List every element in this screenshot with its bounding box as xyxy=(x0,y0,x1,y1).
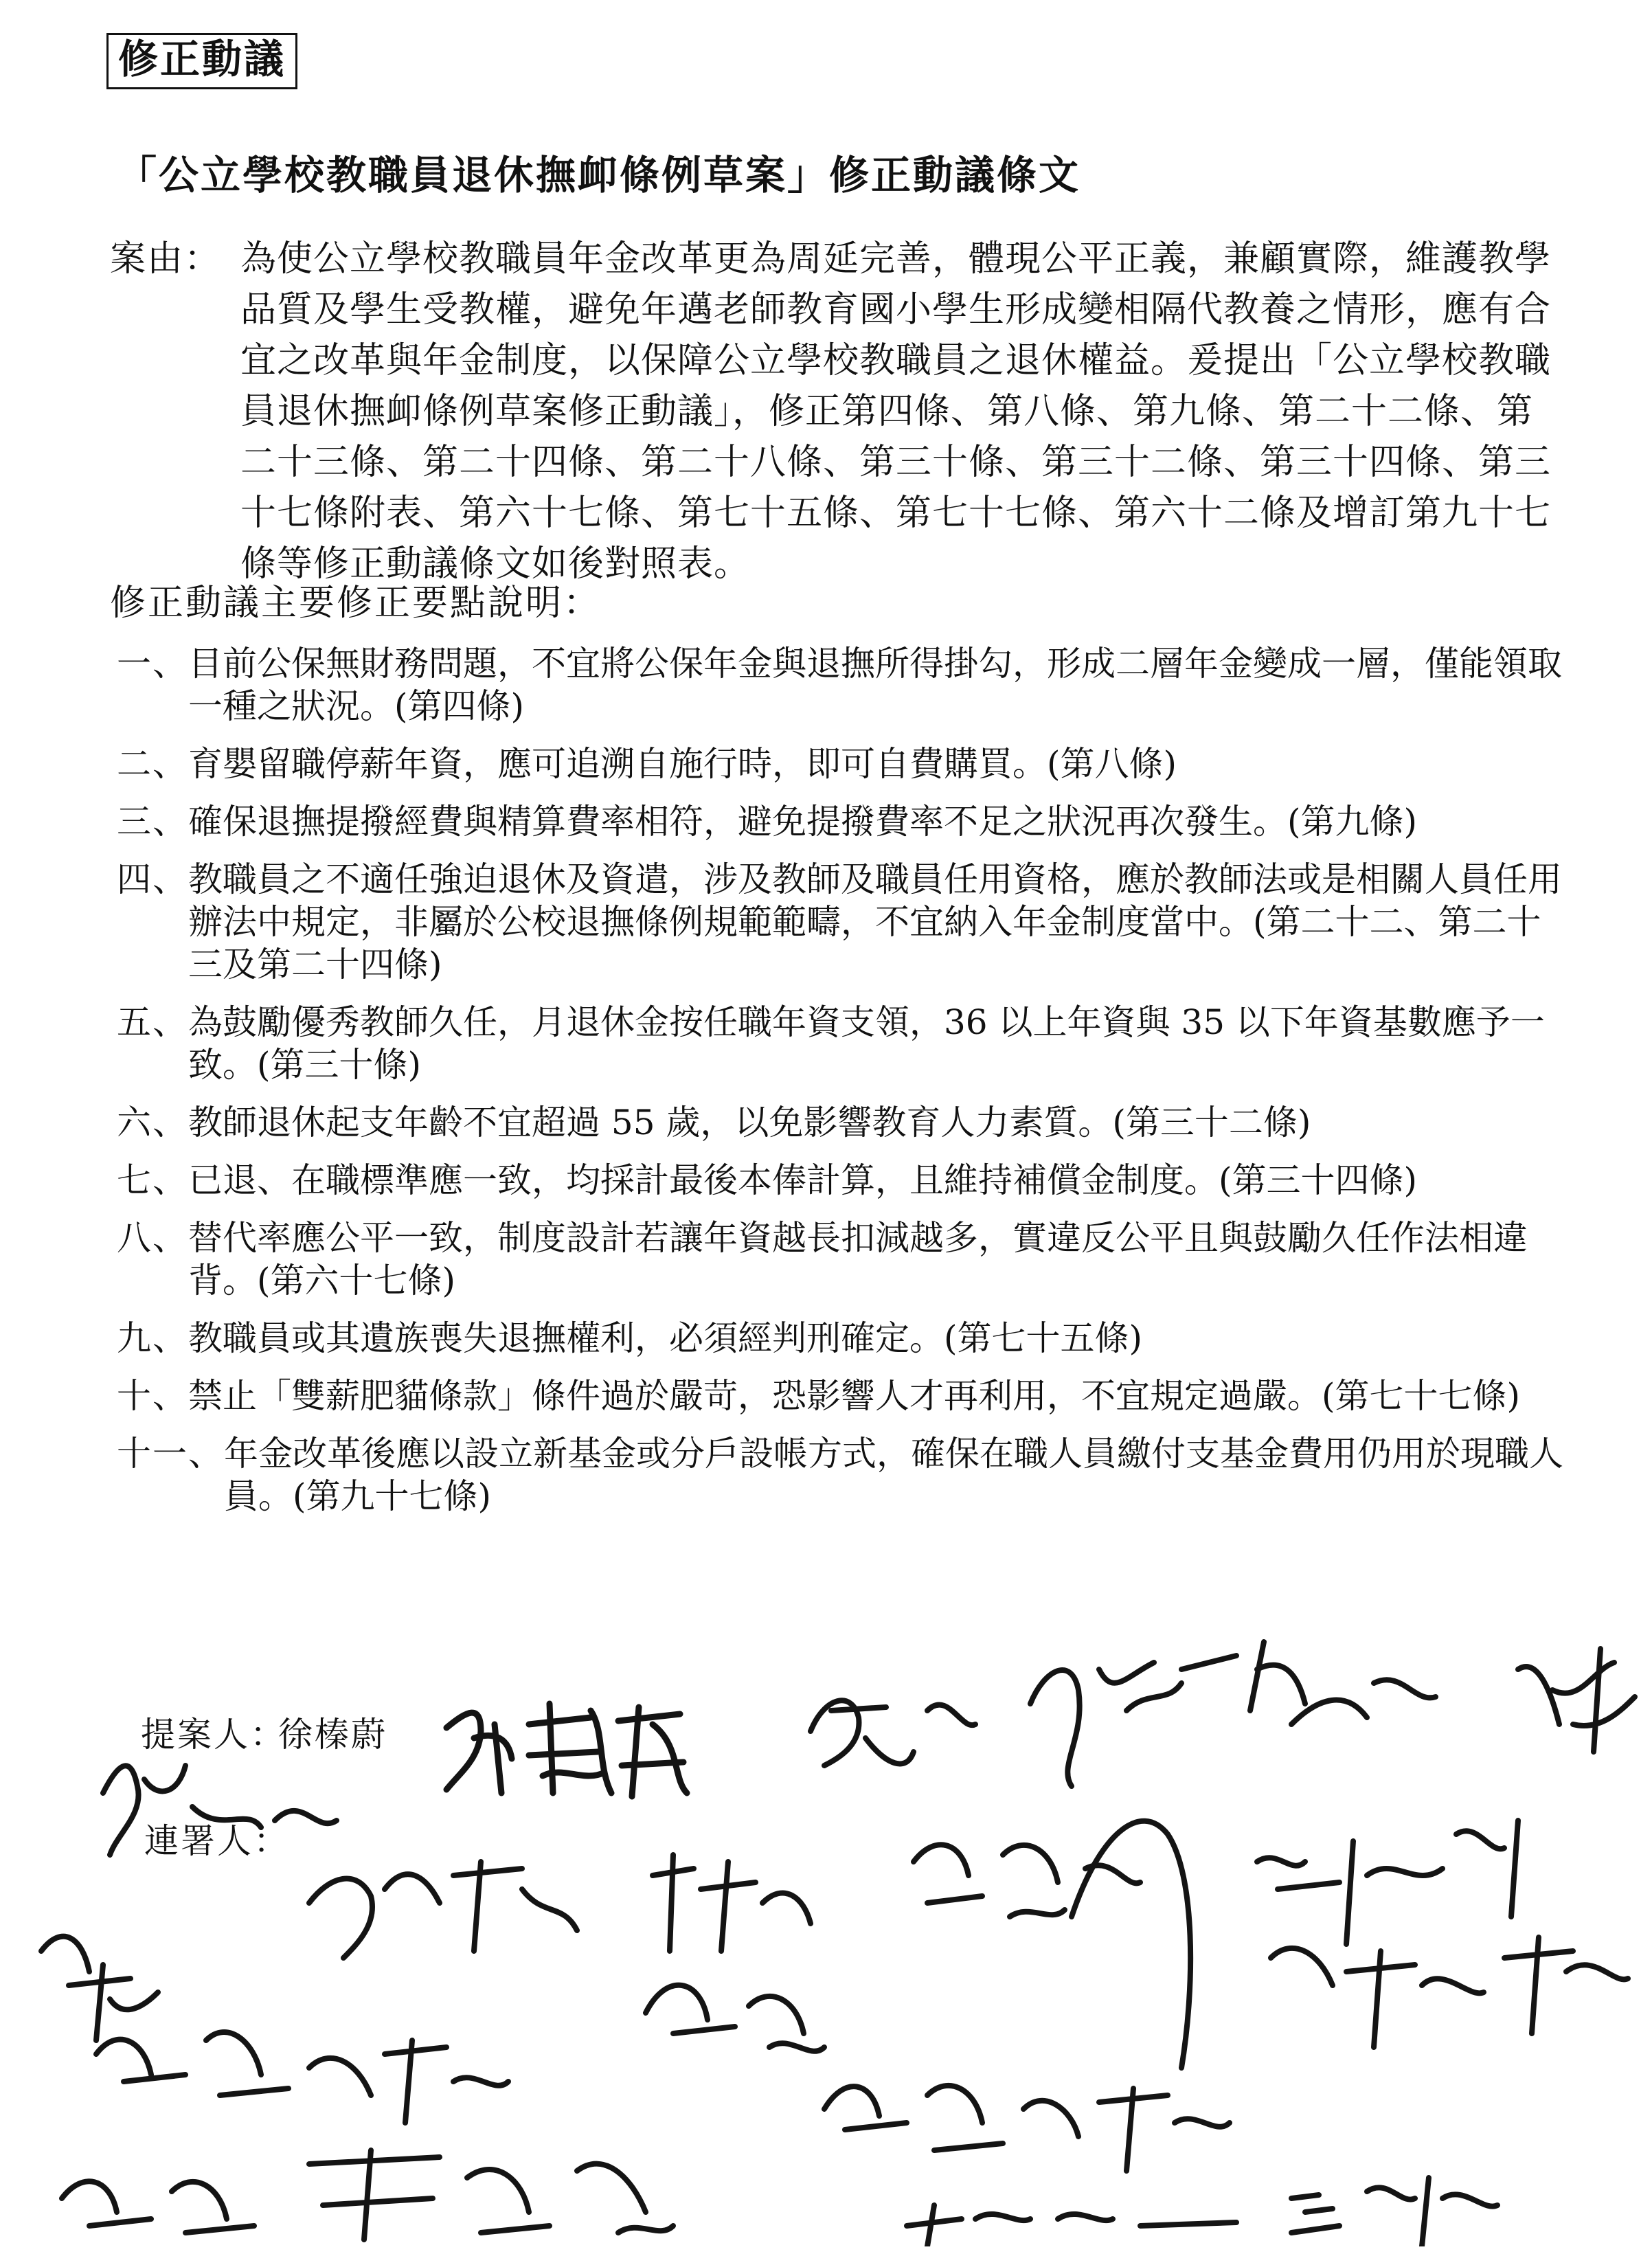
point-number: 七、 xyxy=(117,1160,188,1200)
reason-text-struck: 、第八條、第九條、第二十二條、第二十三條、第二十四條、第二十八條、第三十條、第三十二條、第三十四條、第三十七條附表、第六十七條、第七十五條、第七十七條、第六十二條及增訂第九十七條等 xyxy=(240,391,1552,585)
point-number: 六、 xyxy=(117,1103,188,1142)
proposer-name: 徐榛蔚 xyxy=(278,1715,387,1755)
point-text: 教師退休起支年齡不宜超過 55 歲，以免影響教育人力素質。(第三十二條) xyxy=(188,1103,1311,1142)
signature-area xyxy=(0,1628,1652,2246)
reason-section xyxy=(110,234,1552,589)
cosigner-label: 連署人： xyxy=(144,1821,290,1861)
proposer-label: 提案人： xyxy=(141,1715,286,1755)
point-text: 為鼓勵優秀教師久任，月退休金按任職年資支領，36 以上年資與 35 以下年資基數應予一致。(第三十條) xyxy=(188,1002,1545,1085)
list-item xyxy=(117,743,1566,785)
point-text: 確保退撫提撥經費與精算費率相符，避免提撥費率不足之狀況再次發生。(第九條) xyxy=(188,802,1418,842)
motion-tag: 修正動議 xyxy=(106,33,297,89)
handwritten-signatures xyxy=(0,1628,1652,2246)
reason-text-main: 為使公立學校教職員年金改革更為周延完善，體現公平正義，兼顧實際，維護教學品質及學生受教權，避免年邁老師教育國小學生形成變相隔代教養之情形，應有合宜之改革與年金制度，以保障公立學校教職員之退休權益。爰提出「公立學校教職員退休撫卹條例草案修正動議」，修正第四條 xyxy=(240,238,1552,432)
list-item xyxy=(117,800,1566,843)
points-list xyxy=(117,642,1566,1533)
list-item xyxy=(117,1432,1566,1518)
point-text: 禁止「雙薪肥貓條款」條件過於嚴苛，恐影響人才再利用，不宜規定過嚴。(第七十七條) xyxy=(188,1376,1521,1416)
proposer-signature xyxy=(446,1704,687,1796)
point-text: 目前公保無財務問題，不宜將公保年金與退撫所得掛勾，形成二層年金變成一層，僅能領取一種之狀況。(第四條) xyxy=(188,644,1562,726)
list-item xyxy=(117,1159,1566,1202)
point-text: 教職員或其遺族喪失退撫權利，必須經判刑確定。(第七十五條) xyxy=(188,1318,1143,1358)
list-item xyxy=(117,1317,1566,1360)
point-text: 已退、在職標準應一致，均採計最後本俸計算，且維持補償金制度。(第三十四條) xyxy=(188,1160,1418,1200)
point-number: 十、 xyxy=(117,1376,188,1416)
reason-text-end: 修正動議條文如後對照表。 xyxy=(313,543,751,585)
reason-body xyxy=(240,234,1552,589)
point-text: 替代率應公平一致，制度設計若讓年資越長扣減越多，實違反公平且與鼓勵久任作法相違背。(第六十七條) xyxy=(188,1218,1528,1300)
list-item xyxy=(117,1375,1566,1417)
list-item xyxy=(117,1001,1566,1086)
list-item xyxy=(117,1101,1566,1144)
document-title: 「公立學校教職員退休撫卹條例草案」修正動議條文 xyxy=(117,152,1081,199)
point-number: 二、 xyxy=(117,744,188,784)
point-number: 四、 xyxy=(117,859,188,899)
point-text: 育嬰留職停薪年資，應可追溯自施行時，即可自費購買。(第八條) xyxy=(188,744,1177,784)
list-item xyxy=(117,642,1566,728)
point-number: 一、 xyxy=(117,644,188,684)
point-number: 八、 xyxy=(117,1218,188,1258)
list-item xyxy=(117,1217,1566,1302)
point-number: 九、 xyxy=(117,1318,188,1358)
reason-label: 案由： xyxy=(110,238,222,280)
point-number: 十一、 xyxy=(117,1434,224,1474)
point-number: 五、 xyxy=(117,1002,188,1042)
point-text: 教職員之不適任強迫退休及資遣，涉及教師及職員任用資格，應於教師法或是相關人員任用辦法中規定，非屬於公校退撫條例規範範疇，不宜納入年金制度當中。(第二十二、第二十三及第二十四條) xyxy=(188,859,1562,984)
points-heading: 修正動議主要修正要點說明： xyxy=(110,583,602,624)
list-item xyxy=(117,858,1566,986)
point-number: 三、 xyxy=(117,802,188,842)
point-text: 年金改革後應以設立新基金或分戶設帳方式，確保在職人員繳付支基金費用仍用於現職人員。(第九十七條) xyxy=(224,1434,1563,1516)
